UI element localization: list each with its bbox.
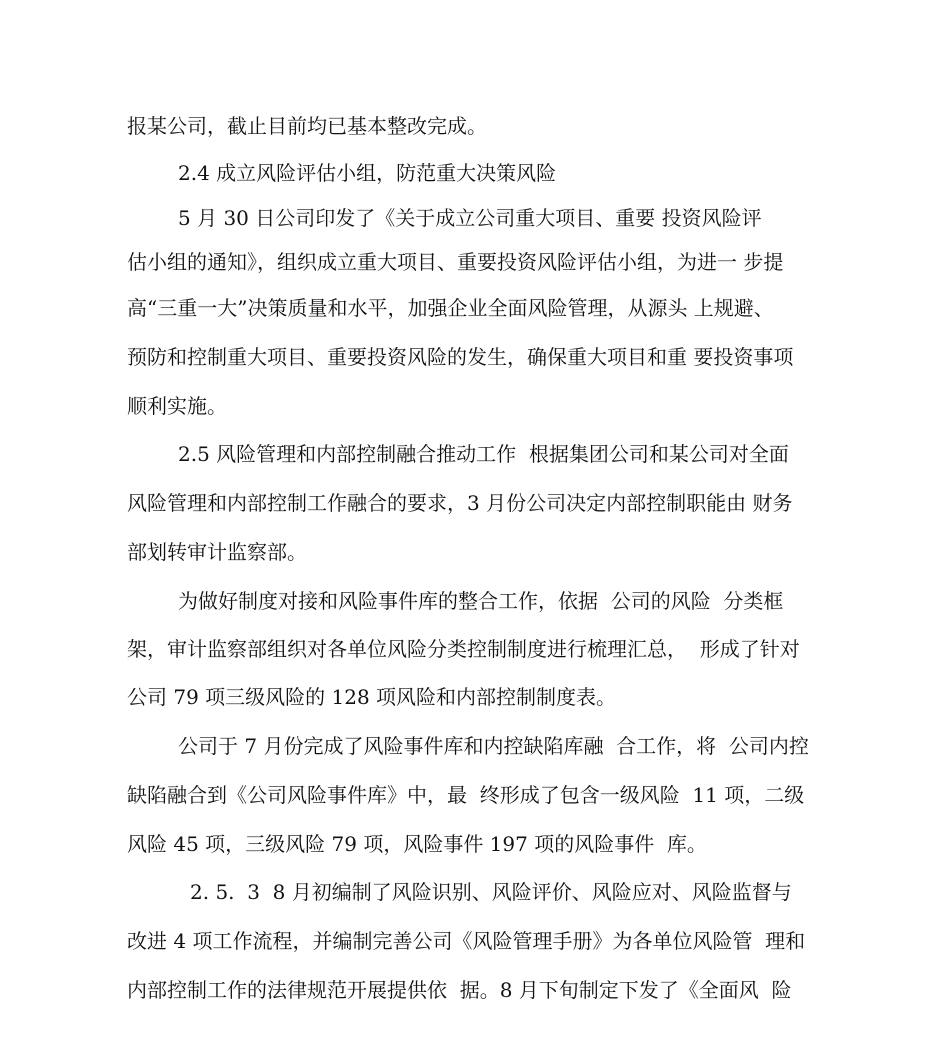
section-heading: 2.5 风险管理和内部控制融合推动工作 根据集团公司和某公司对全面 <box>178 442 789 466</box>
text-line: 5 月 30 日公司印发了《关于成立公司重大项目、重要 投资风险评 <box>178 206 762 230</box>
text-line: 架，审计监察部组织对各单位风险分类控制制度进行梳理汇总， 形成了针对 <box>127 637 800 661</box>
text-line: 公司于 7 月份完成了风险事件库和内控缺陷库融 合工作，将 公司内控 <box>178 734 809 758</box>
text-line: 改进 4 项工作流程，并编制完善公司《风险管理手册》为各单位风险管 理和 <box>127 929 806 953</box>
text-line: 预防和控制重大项目、重要投资风险的发生，确保重大项目和重 要投资事项 <box>127 345 794 369</box>
text-line: 部划转审计监察部。 <box>127 540 307 564</box>
text-line: 高“三重一大”决策质量和水平，加强企业全面风险管理，从源头 上规避、 <box>127 296 774 320</box>
text-line: 顺利实施。 <box>127 394 227 418</box>
text-line: 风险 45 项，三级风险 79 项，风险事件 197 项的风险事件 库。 <box>127 832 707 856</box>
text-line: 风险管理和内部控制工作融合的要求，3 月份公司决定内部控制职能由 财务 <box>127 491 793 515</box>
text-line: 报某公司，截止目前均已基本整改完成。 <box>127 114 487 138</box>
section-heading: 2. 5. 3 8 月初编制了风险识别、风险评价、风险应对、风险监督与 <box>190 880 792 904</box>
text-line: 缺陷融合到《公司风险事件库》中，最 终形成了包含一级风险 11 项，二级 <box>127 783 805 807</box>
text-line: 公司 79 项三级风险的 128 项风险和内部控制制度表。 <box>127 685 617 709</box>
text-line: 为做好制度对接和风险事件库的整合工作，依据 公司的风险 分类框 <box>178 589 784 613</box>
text-line: 内部控制工作的法律规范开展提供依 据。8 月下旬制定下发了《全面风 险 <box>127 978 792 1002</box>
section-heading: 2.4 成立风险评估小组，防范重大决策风险 <box>178 161 557 185</box>
text-line: 估小组的通知》，组织成立重大项目、重要投资风险评估小组，为进一 步提 <box>127 250 784 274</box>
